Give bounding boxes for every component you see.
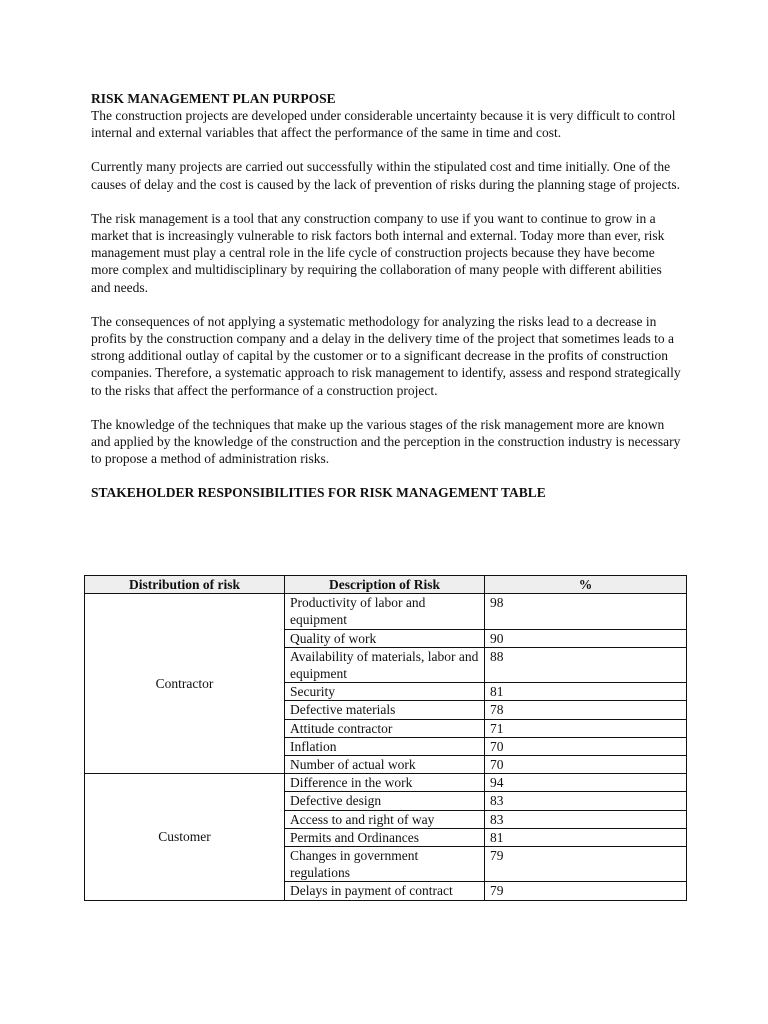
section-title: RISK MANAGEMENT PLAN PURPOSE	[91, 91, 336, 106]
document-body	[91, 90, 683, 517]
percent-cell: 70	[485, 737, 687, 755]
description-cell: Permits and Ordinances	[285, 828, 485, 846]
description-cell: Security	[285, 683, 485, 701]
paragraph: Currently many projects are carried out successfully within the stipulated cost and time initially. One of the causes of delay and the cost is caused by the lack of prevention of risks during the planning stage of projects.	[91, 159, 680, 192]
column-header-description: Description of Risk	[285, 576, 485, 594]
percent-cell: 79	[485, 882, 687, 900]
description-cell: Delays in payment of contract	[285, 882, 485, 900]
percent-cell: 71	[485, 719, 687, 737]
percent-cell: 90	[485, 629, 687, 647]
column-header-distribution: Distribution of risk	[85, 576, 285, 594]
description-cell: Attitude contractor	[285, 719, 485, 737]
risk-table	[84, 575, 687, 901]
percent-cell: 98	[485, 594, 687, 629]
description-cell: Availability of materials, labor and equipment	[285, 647, 485, 682]
percent-cell: 70	[485, 756, 687, 774]
description-cell: Number of actual work	[285, 756, 485, 774]
table-row	[85, 594, 687, 629]
paragraph: The risk management is a tool that any construction company to use if you want to continue to grow in a market that is increasingly vulnerable to risk factors both internal and external. Today more than ever, risk management must play a central role in the life cycle of construction projects because they have become more complex and multidisciplinary by requiring the collaboration of many people with different abilities and needs.	[91, 210, 665, 295]
paragraph: The knowledge of the techniques that make up the various stages of the risk management more are known and applied by the knowledge of the construction and the perception in the construction industry is necessary to propose a method of administration risks.	[91, 416, 681, 467]
percent-cell: 83	[485, 810, 687, 828]
description-cell: Quality of work	[285, 629, 485, 647]
percent-cell: 79	[485, 847, 687, 882]
description-cell: Defective design	[285, 792, 485, 810]
percent-cell: 81	[485, 683, 687, 701]
paragraph: The consequences of not applying a systematic methodology for analyzing the risks lead to a decrease in profits by the construction company and a delay in the delivery time of the project that sometimes leads to a strong additional outlay of capital by the customer or to a significant decrease in the profits of construction companies. Therefore, a systematic approach to risk management to identify, assess and respond strategically to the risks that affect the performance of a construction project.	[91, 313, 681, 398]
percent-cell: 88	[485, 647, 687, 682]
percent-cell: 94	[485, 774, 687, 792]
percent-cell: 83	[485, 792, 687, 810]
table-title: STAKEHOLDER RESPONSIBILITIES FOR RISK MANAGEMENT TABLE	[91, 485, 546, 501]
description-cell: Difference in the work	[285, 774, 485, 792]
paragraph: The construction projects are developed under considerable uncertainty because it is very difficult to control internal and external variables that affect the performance of the same in time and cost.	[91, 108, 676, 141]
table-row	[85, 774, 687, 792]
description-cell: Access to and right of way	[285, 810, 485, 828]
percent-cell: 78	[485, 701, 687, 719]
table-header-row	[85, 576, 687, 594]
description-cell: Defective materials	[285, 701, 485, 719]
group-cell-customer: Customer	[85, 774, 285, 900]
description-cell: Inflation	[285, 737, 485, 755]
description-cell: Productivity of labor and equipment	[285, 594, 485, 629]
percent-cell: 81	[485, 828, 687, 846]
group-cell-contractor: Contractor	[85, 594, 285, 774]
column-header-percent: %	[485, 576, 687, 594]
description-cell: Changes in government regulations	[285, 847, 485, 882]
